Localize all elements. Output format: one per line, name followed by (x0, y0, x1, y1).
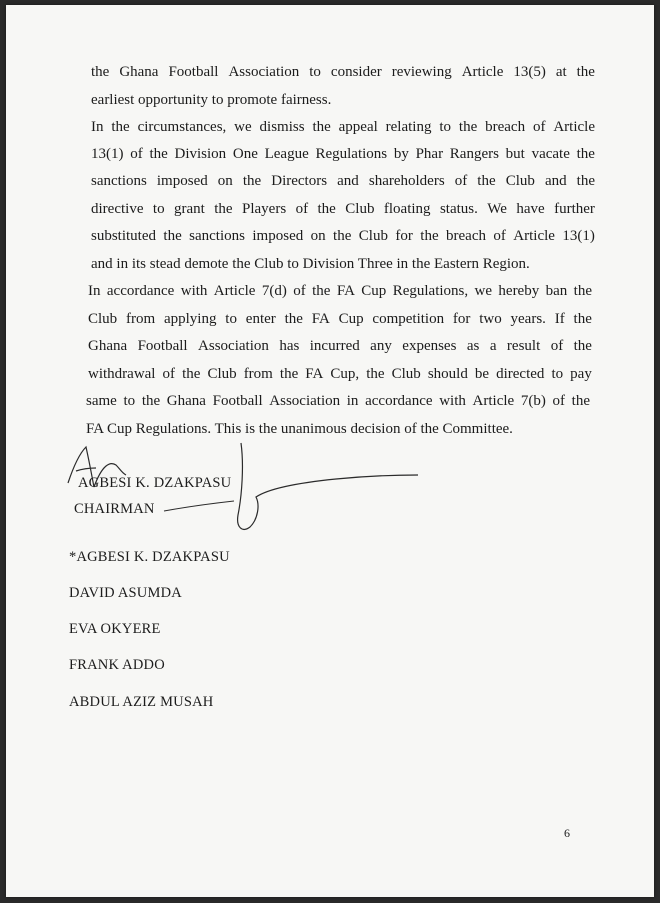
word: of (295, 201, 309, 217)
word: Rangers (449, 146, 499, 162)
member-5: ABDUL AZIZ MUSAH (69, 694, 214, 710)
word: dismiss (259, 119, 305, 135)
word: should (427, 366, 468, 382)
word: reviewing (391, 64, 452, 80)
word: breach (485, 119, 526, 135)
member-3: EVA OKYERE (69, 621, 161, 637)
word: hereby (498, 283, 540, 299)
word: 7(b) (520, 393, 546, 409)
word: the (111, 119, 130, 135)
word: Ghana (119, 64, 159, 80)
word: relating (385, 119, 432, 135)
member-2: DAVID ASUMDA (69, 585, 182, 601)
word: Association (269, 393, 341, 409)
word: In (88, 283, 101, 299)
word: Football (212, 393, 263, 409)
body-line-13 (86, 392, 590, 410)
word: further (554, 201, 595, 217)
word: by (393, 146, 409, 162)
word: with (439, 393, 466, 409)
word: FA (336, 283, 355, 299)
word: substituted (91, 228, 157, 244)
body-line-6 (91, 200, 595, 218)
word: imposed (252, 228, 304, 244)
word: shareholders (368, 173, 445, 189)
word: 13(1) (562, 228, 595, 244)
word: the (571, 393, 590, 409)
word: of (552, 393, 565, 409)
word: the (573, 311, 592, 327)
word: Cup (361, 283, 387, 299)
word: the (141, 393, 161, 409)
word: for (452, 311, 471, 327)
word: on (217, 173, 233, 189)
word: 13(1) (91, 146, 124, 162)
word: at (555, 64, 567, 80)
word: breach (446, 228, 486, 244)
word: Regulations, (392, 283, 469, 299)
word: of (162, 366, 176, 382)
body-line-1 (91, 63, 595, 81)
word: If (554, 311, 565, 327)
word: Club (358, 228, 388, 244)
page-number: 6 (564, 826, 570, 840)
word: FA (305, 366, 324, 382)
word: 13(5) (513, 64, 546, 80)
word: on (310, 228, 326, 244)
word: incurred (309, 338, 360, 354)
word: In (91, 119, 104, 135)
body-line-11 (88, 337, 592, 355)
word: Cup (338, 311, 364, 327)
word: to (551, 366, 564, 382)
word: the (312, 283, 331, 299)
word: to (152, 201, 165, 217)
word: Players (242, 201, 287, 217)
body-line-14: FA Cup Regulations. This is the unanimous decision of the Committee. (86, 421, 513, 437)
word: the (576, 64, 595, 80)
word: Association (228, 64, 300, 80)
word: Football (137, 338, 188, 354)
word: of (454, 173, 468, 189)
word: and (544, 173, 567, 189)
word: the (317, 201, 336, 217)
word: Article (553, 119, 595, 135)
word: circumstances, (137, 119, 227, 135)
word: of (532, 119, 546, 135)
word: accordance (365, 393, 433, 409)
word: the (279, 366, 299, 382)
body-line-7 (91, 227, 595, 245)
word: enter (245, 311, 276, 327)
word: the (573, 283, 592, 299)
body-line-8: and in its stead demote the Club to Division Three in the Eastern Region. (91, 256, 530, 272)
word: Article (461, 64, 504, 80)
word: from (126, 311, 156, 327)
word: the (214, 201, 233, 217)
word: the (163, 228, 182, 244)
word: as (466, 338, 480, 354)
word: with (180, 283, 208, 299)
word: vacate (531, 146, 570, 162)
word: be (474, 366, 490, 382)
word: Ghana (166, 393, 206, 409)
word: same (86, 393, 117, 409)
word: Article (513, 228, 555, 244)
word: we (474, 283, 493, 299)
document-page (6, 5, 654, 897)
word: Club (345, 201, 375, 217)
word: a (489, 338, 497, 354)
body-line-12 (88, 365, 592, 383)
word: any (370, 338, 392, 354)
word: accordance (106, 283, 175, 299)
signatory-title: CHAIRMAN (74, 501, 155, 517)
word: the (333, 228, 352, 244)
word: in (346, 393, 359, 409)
word: to (123, 393, 136, 409)
word: Ghana (88, 338, 128, 354)
word: the (366, 366, 385, 382)
signatory-name: AGBESI K. DZAKPASU (78, 475, 232, 491)
word: League (264, 146, 309, 162)
word: Cup, (330, 366, 360, 382)
word: of (493, 228, 506, 244)
word: directed (496, 366, 545, 382)
word: status. (439, 201, 478, 217)
word: imposed (156, 173, 208, 189)
word: the (458, 119, 478, 135)
word: ban (545, 283, 568, 299)
word: result (506, 338, 541, 354)
word: Football (168, 64, 219, 80)
word: the (576, 146, 595, 162)
word: of (293, 283, 306, 299)
body-line-5 (91, 172, 595, 190)
body-line-3 (91, 118, 595, 136)
word: and (337, 173, 359, 189)
word: has (279, 338, 300, 354)
word: years. (510, 311, 546, 327)
word: Regulations (315, 146, 388, 162)
word: to (225, 311, 237, 327)
word: the (573, 338, 592, 354)
member-1: *AGBESI K. DZAKPASU (69, 549, 230, 565)
word: Article (213, 283, 256, 299)
word: expenses (402, 338, 457, 354)
word: from (243, 366, 273, 382)
word: for (395, 228, 413, 244)
word: the (91, 64, 110, 80)
document-body (6, 5, 654, 897)
word: Club (505, 173, 535, 189)
body-line-2: earliest opportunity to promote fairness. (91, 92, 332, 108)
word: floating (383, 201, 431, 217)
word: consider (330, 64, 382, 80)
word: Phar (415, 146, 444, 162)
word: Club (88, 311, 118, 327)
word: sanctions (189, 228, 245, 244)
word: of (130, 146, 143, 162)
word: the (149, 146, 168, 162)
word: One (232, 146, 258, 162)
word: the (420, 228, 439, 244)
word: withdrawal (88, 366, 156, 382)
word: but (505, 146, 525, 162)
word: competition (372, 311, 445, 327)
word: Article (472, 393, 515, 409)
word: the (312, 119, 331, 135)
word: the (182, 366, 201, 382)
word: to (439, 119, 452, 135)
word: have (516, 201, 545, 217)
word: pay (570, 366, 592, 382)
word: two (479, 311, 502, 327)
body-line-10 (88, 310, 592, 328)
word: grant (174, 201, 205, 217)
member-4: FRANK ADDO (69, 657, 165, 673)
word: the (242, 173, 262, 189)
word: 7(d) (261, 283, 287, 299)
word: Club (391, 366, 421, 382)
word: appeal (338, 119, 378, 135)
word: Association (198, 338, 269, 354)
word: the (576, 173, 595, 189)
word: we (234, 119, 252, 135)
word: the (477, 173, 496, 189)
word: Division (174, 146, 227, 162)
word: the (284, 311, 303, 327)
body-line-9 (88, 282, 592, 300)
word: of (550, 338, 564, 354)
word: Club (207, 366, 237, 382)
word: applying (163, 311, 217, 327)
word: FA (311, 311, 330, 327)
word: We (487, 201, 507, 217)
body-line-4 (91, 145, 595, 163)
word: sanctions (91, 173, 147, 189)
word: Directors (271, 173, 328, 189)
word: to (309, 64, 321, 80)
word: directive (91, 201, 144, 217)
